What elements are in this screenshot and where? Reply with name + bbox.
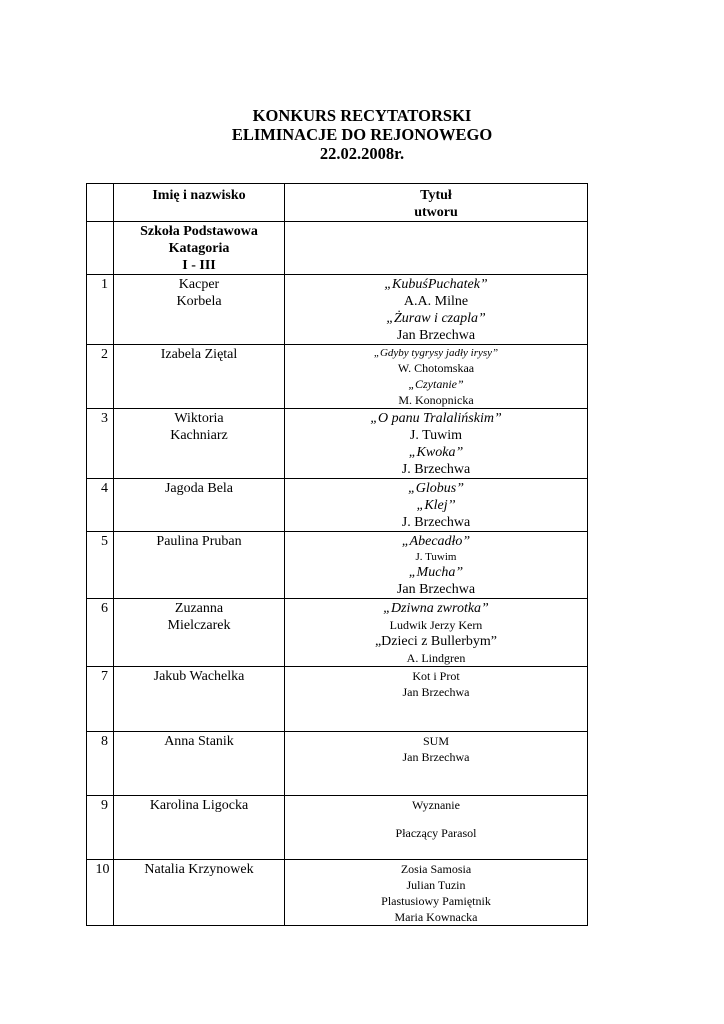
work-title-cell: [285, 345, 588, 409]
participant-name-line: Kachniarz: [170, 428, 228, 443]
table-row: [87, 345, 588, 409]
table-row: [87, 599, 588, 667]
title-line-1: KONKURS RECYTATORSKI: [252, 106, 472, 125]
work-line: M. Konopnicka: [398, 393, 474, 407]
header-title-cell: [285, 184, 588, 222]
work-line: J. Tuwim: [409, 428, 463, 443]
row-number-cell: [87, 275, 114, 345]
participant-name-cell: [114, 532, 285, 599]
table-row: [87, 732, 588, 796]
participant-name-line: Karolina Ligocka: [149, 798, 249, 813]
header-name-cell: [114, 184, 285, 222]
work-line: A.A. Milne: [403, 294, 469, 309]
table-row: [87, 532, 588, 599]
category-empty-cell: [285, 222, 588, 275]
row-number-cell: [87, 860, 114, 926]
row-number: 6: [101, 601, 108, 616]
work-line: „KubuśPuchatek”: [384, 277, 488, 292]
work-line: Kot i Prot: [412, 669, 460, 683]
work-line: J. Tuwim: [415, 551, 457, 563]
work-line: W. Chotomskaa: [397, 361, 475, 375]
participant-name-cell: [114, 860, 285, 926]
row-number: 3: [101, 411, 108, 426]
table-row: [87, 667, 588, 732]
participant-name-cell: [114, 599, 285, 667]
participant-name-line: Izabela Ziętal: [160, 347, 238, 362]
header-title-label-1: Tytuł: [420, 188, 452, 203]
work-title-cell: [285, 796, 588, 860]
work-line: Jan Brzechwa: [402, 685, 470, 699]
work-line: „Czytanie”: [408, 377, 464, 391]
row-number-cell: [87, 732, 114, 796]
document-title: [0, 106, 724, 163]
work-line: „O panu Tralalińskim”: [370, 411, 502, 426]
participant-name-line: Anna Stanik: [164, 734, 234, 749]
work-line: „Gdyby tygrysy jadły irysy”: [373, 347, 499, 359]
row-number-cell: [87, 667, 114, 732]
row-number-cell: [87, 479, 114, 532]
work-line: Plastusiowy Pamiętnik: [381, 894, 491, 908]
work-line: „Dzieci z Bullerbym”: [374, 634, 498, 649]
participant-name-cell: [114, 345, 285, 409]
participant-name-line: Paulina Pruban: [156, 534, 242, 549]
row-number-cell: [87, 409, 114, 479]
title-line-3-date: 22.02.2008r.: [319, 144, 405, 163]
participant-name-line: Jagoda Bela: [164, 481, 234, 496]
work-line: „Mucha”: [408, 565, 464, 580]
work-spacer: [285, 813, 587, 825]
category-line-2: Katagoria: [168, 241, 230, 256]
work-title-cell: [285, 599, 588, 667]
work-line: „Kwoka”: [408, 445, 464, 460]
work-line: A. Lindgren: [406, 651, 466, 665]
work-title-cell: [285, 479, 588, 532]
row-number-cell: [87, 345, 114, 409]
participant-name-cell: [114, 409, 285, 479]
table-row: [87, 860, 588, 926]
participant-name-line: Korbela: [176, 294, 222, 309]
work-line: Wyznanie: [412, 798, 460, 812]
row-number: 5: [101, 534, 108, 549]
work-line: „Klej’’: [416, 498, 456, 513]
row-number: 1: [101, 277, 108, 292]
participant-name-cell: [114, 796, 285, 860]
participant-name-line: Jakub Wachelka: [153, 669, 245, 684]
work-title-cell: [285, 860, 588, 926]
work-line: Maria Kownacka: [394, 910, 478, 924]
table-row: [87, 796, 588, 860]
participant-name-cell: [114, 732, 285, 796]
work-title-cell: [285, 275, 588, 345]
row-number: 8: [101, 734, 108, 749]
participant-name-cell: [114, 479, 285, 532]
participant-name-cell: [114, 275, 285, 345]
work-line: „Żuraw i czapla”: [386, 311, 486, 326]
category-line-1: Szkoła Podstawowa: [140, 224, 258, 239]
title-line-2: ELIMINACJE DO REJONOWEGO: [231, 125, 493, 144]
row-number-cell: [87, 599, 114, 667]
work-line: Jan Brzechwa: [396, 328, 476, 343]
table-row: [87, 479, 588, 532]
row-number-cell: [87, 532, 114, 599]
work-line: J. Brzechwa: [401, 515, 471, 530]
table-row: [87, 275, 588, 345]
work-title-cell: [285, 409, 588, 479]
work-line: Zosia Samosia: [400, 862, 472, 876]
work-line: „Abecadło”: [401, 534, 471, 549]
work-line: „Dziwna zwrotka”: [383, 601, 489, 616]
category-number-cell: [87, 222, 114, 275]
work-title-cell: [285, 532, 588, 599]
participants-table: [86, 183, 588, 926]
header-title-label-2: utworu: [414, 205, 458, 220]
header-name-label: Imię i nazwisko: [152, 188, 246, 203]
row-number: 7: [101, 669, 108, 684]
row-number: 4: [101, 481, 108, 496]
row-number: 2: [101, 347, 108, 362]
participant-name-line: Kacper: [178, 277, 220, 292]
participant-name-cell: [114, 667, 285, 732]
work-line: Ludwik Jerzy Kern: [389, 618, 483, 632]
category-line-3: I - III: [182, 258, 216, 273]
work-line: Płaczący Parasol: [395, 826, 477, 840]
participant-name-line: Mielczarek: [167, 618, 231, 633]
participant-name-line: Natalia Krzynowek: [144, 862, 254, 877]
row-number-cell: [87, 796, 114, 860]
participant-name-line: Zuzanna: [174, 601, 224, 616]
participant-name-line: Wiktoria: [174, 411, 224, 426]
work-line: „Globus”: [407, 481, 465, 496]
work-line: J. Brzechwa: [401, 462, 471, 477]
category-row: [87, 222, 588, 275]
table-header-row: [87, 184, 588, 222]
row-number: 9: [101, 798, 108, 813]
header-number-cell: [87, 184, 114, 222]
work-line: Jan Brzechwa: [402, 750, 470, 764]
work-line: Julian Tuzin: [406, 878, 466, 892]
work-line: SUM: [422, 734, 449, 748]
category-cell: [114, 222, 285, 275]
table-row: [87, 409, 588, 479]
work-title-cell: [285, 667, 588, 732]
work-title-cell: [285, 732, 588, 796]
work-line: Jan Brzechwa: [396, 582, 476, 597]
row-number: 10: [95, 862, 110, 877]
